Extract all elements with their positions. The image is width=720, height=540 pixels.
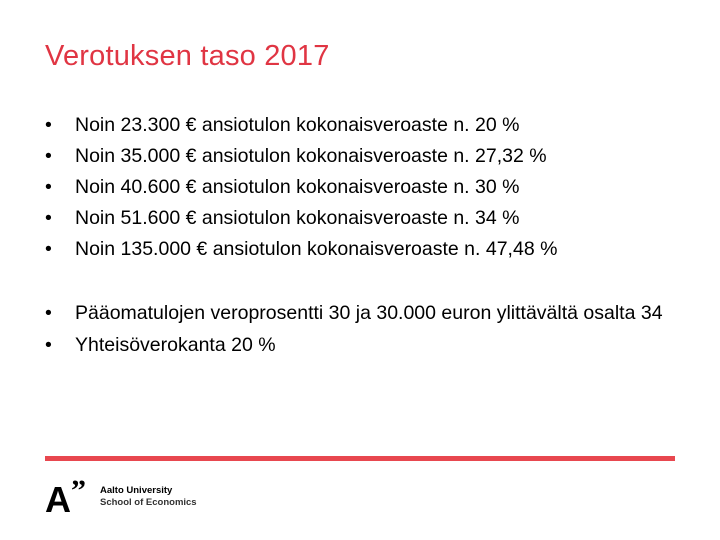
list-item [45,334,705,357]
list-item-text: Yhteisöverokanta 20 % [75,334,276,356]
list-item [45,234,557,265]
bullet-icon: • [45,145,52,167]
bullet-icon: • [45,238,52,260]
tax-rate-list [45,110,557,265]
school-name: School of Economics [100,497,197,508]
bullet-icon: • [45,334,52,356]
list-item [45,110,557,141]
list-item-text: Pääomatulojen veroprosentti 30 ja 30.000 euron ylittävältä osalta 34 [75,302,663,324]
list-item-text: Noin 135.000 € ansiotulon kokonaisveroaste n. 47,48 % [75,238,558,260]
bullet-icon: • [45,207,52,229]
list-item [45,172,557,203]
footer-divider [45,456,675,461]
slide-title: Verotuksen taso 2017 [45,40,330,72]
logo-mark-a: A [45,479,71,520]
list-item-text: Noin 51.600 € ansiotulon kokonaisveroaste n. 34 % [75,207,520,229]
list-item [45,141,557,172]
bullet-icon: • [45,302,52,324]
bullet-icon: • [45,176,52,198]
list-item-text: Noin 35.000 € ansiotulon kokonaisveroaste n. 27,32 % [75,145,547,167]
university-name: Aalto University [100,485,173,496]
list-item-text: Noin 23.300 € ansiotulon kokonaisveroaste n. 20 % [75,114,520,136]
logo-quote-icon: ” [71,474,86,507]
list-item [45,302,705,325]
list-item-text: Noin 40.600 € ansiotulon kokonaisveroaste n. 30 % [75,176,520,198]
bullet-icon: • [45,114,52,136]
other-tax-list [45,302,705,366]
aalto-logo [45,474,215,520]
list-item [45,203,557,234]
